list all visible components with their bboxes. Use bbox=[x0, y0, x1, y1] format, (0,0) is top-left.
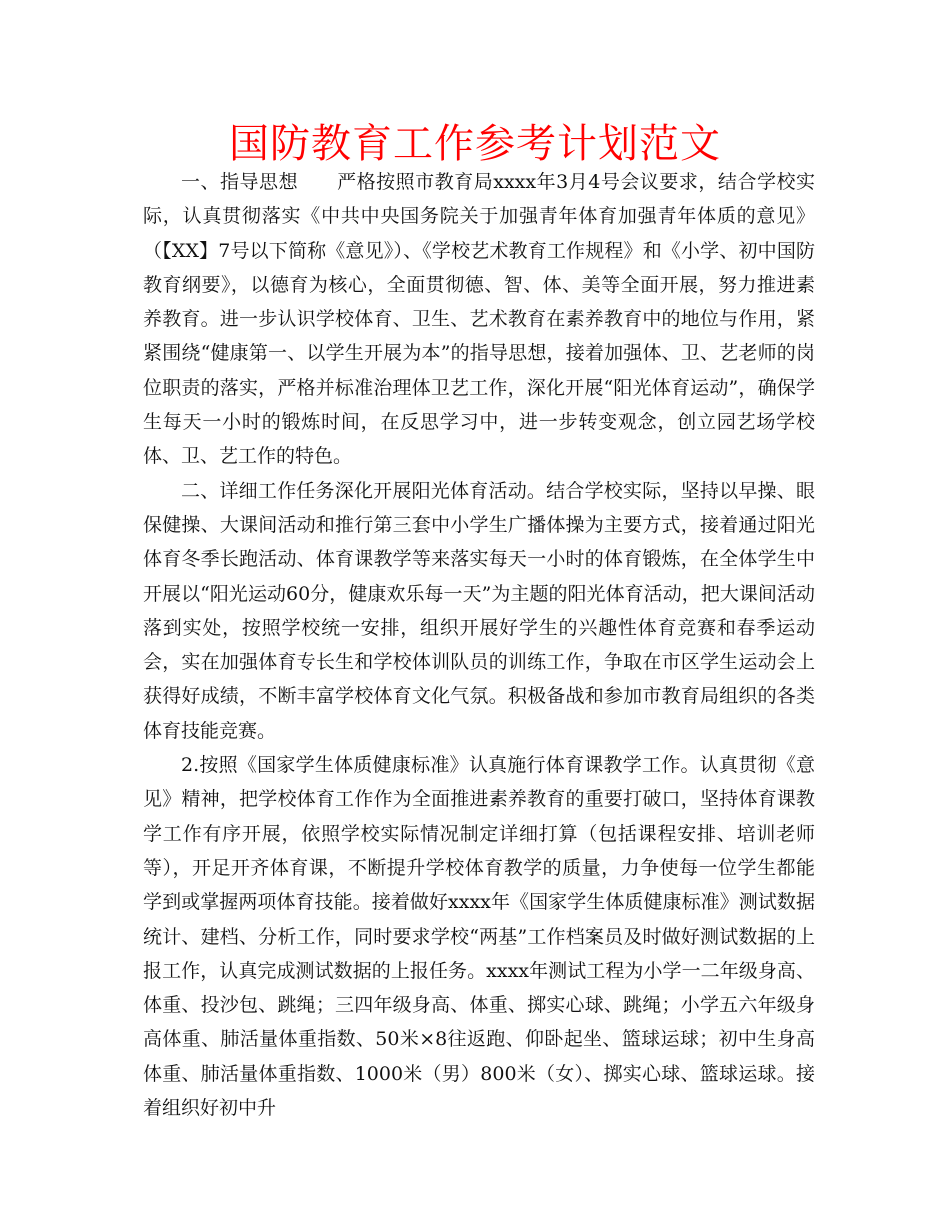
paragraph-pe-teaching: 2.按照《国家学生体质健康标准》认真施行体育课教学工作。认真贯彻《意见》精神，把学校体育工作作为全面推进素养教育的重要打破口，坚持体育课教学工作有序开展，依照学校实际情况制定详细打算（包括课程安排、培训老师等），开足开齐体育课，不断提升学校体育教学的质量，力争使每一位学生都能学到或掌握两项体育技能。接着做好xxxx年《国家学生体质健康标准》测试数据统计、建档、分析工作，同时要求学校“两基”工作档案员及时做好测试数据的上报工作，认真完成测试数据的上报任务。xxxx年测试工程为小学一二年级身高、体重、投沙包、跳绳；三四年级身高、体重、掷实心球、跳绳；小学五六年级身高体重、肺活量体重指数、50米×8往返跑、仰卧起坐、篮球运球；初中生身高体重、肺活量体重指数、1000米（男）800米（女）、掷实心球、篮球运球。接着组织好初中升 bbox=[143, 754, 815, 1120]
paragraph-guiding-ideology: 一、指导思想 严格按照市教育局xxxx年3月4号会议要求，结合学校实际，认真贯彻落实《中共中央国务院关于加强青年体育加强青年体质的意见》（【XX】7号以下简称《意见》）、《学校艺术教育工作规程》和《小学、初中国防教育纲要》，以德育为核心，全面贯彻德、智、体、美等全面开展，努力推进素养教育。进一步认识学校体育、卫生、艺术教育在素养教育中的地位与作用，紧紧围绕“健康第一、以学生开展为本”的指导思想，接着加强体、卫、艺老师的岗位职责的落实，严格并标准治理体卫艺工作，深化开展“阳光体育运动”，确保学生每天一小时的锻炼时间，在反思学习中，进一步转变观念，创立园艺场学校体、卫、艺工作的特色。 bbox=[143, 171, 815, 468]
paragraph-work-tasks: 二、详细工作任务深化开展阳光体育活动。结合学校实际，坚持以早操、眼保健操、大课间活动和推行第三套中小学生广播体操为主要方式，接着通过阳光体育冬季长跑活动、体育课教学等来落实每天一小时的体育锻炼，在全体学生中开展以“阳光运动60分，健康欢乐每一天”为主题的阳光体育活动，把大课间活动落到实处，按照学校统一安排，组织开展好学生的兴趣性体育竞赛和春季运动会，实在加强体育专长生和学校体训队员的训练工作，争取在市区学生运动会上获得好成绩，不断丰富学校体育文化气氛。积极备战和参加市教育局组织的各类体育技能竞赛。 bbox=[143, 479, 815, 742]
document-body bbox=[143, 165, 815, 1125]
document-title: 国防教育工作参考计划范文 bbox=[229, 121, 721, 167]
